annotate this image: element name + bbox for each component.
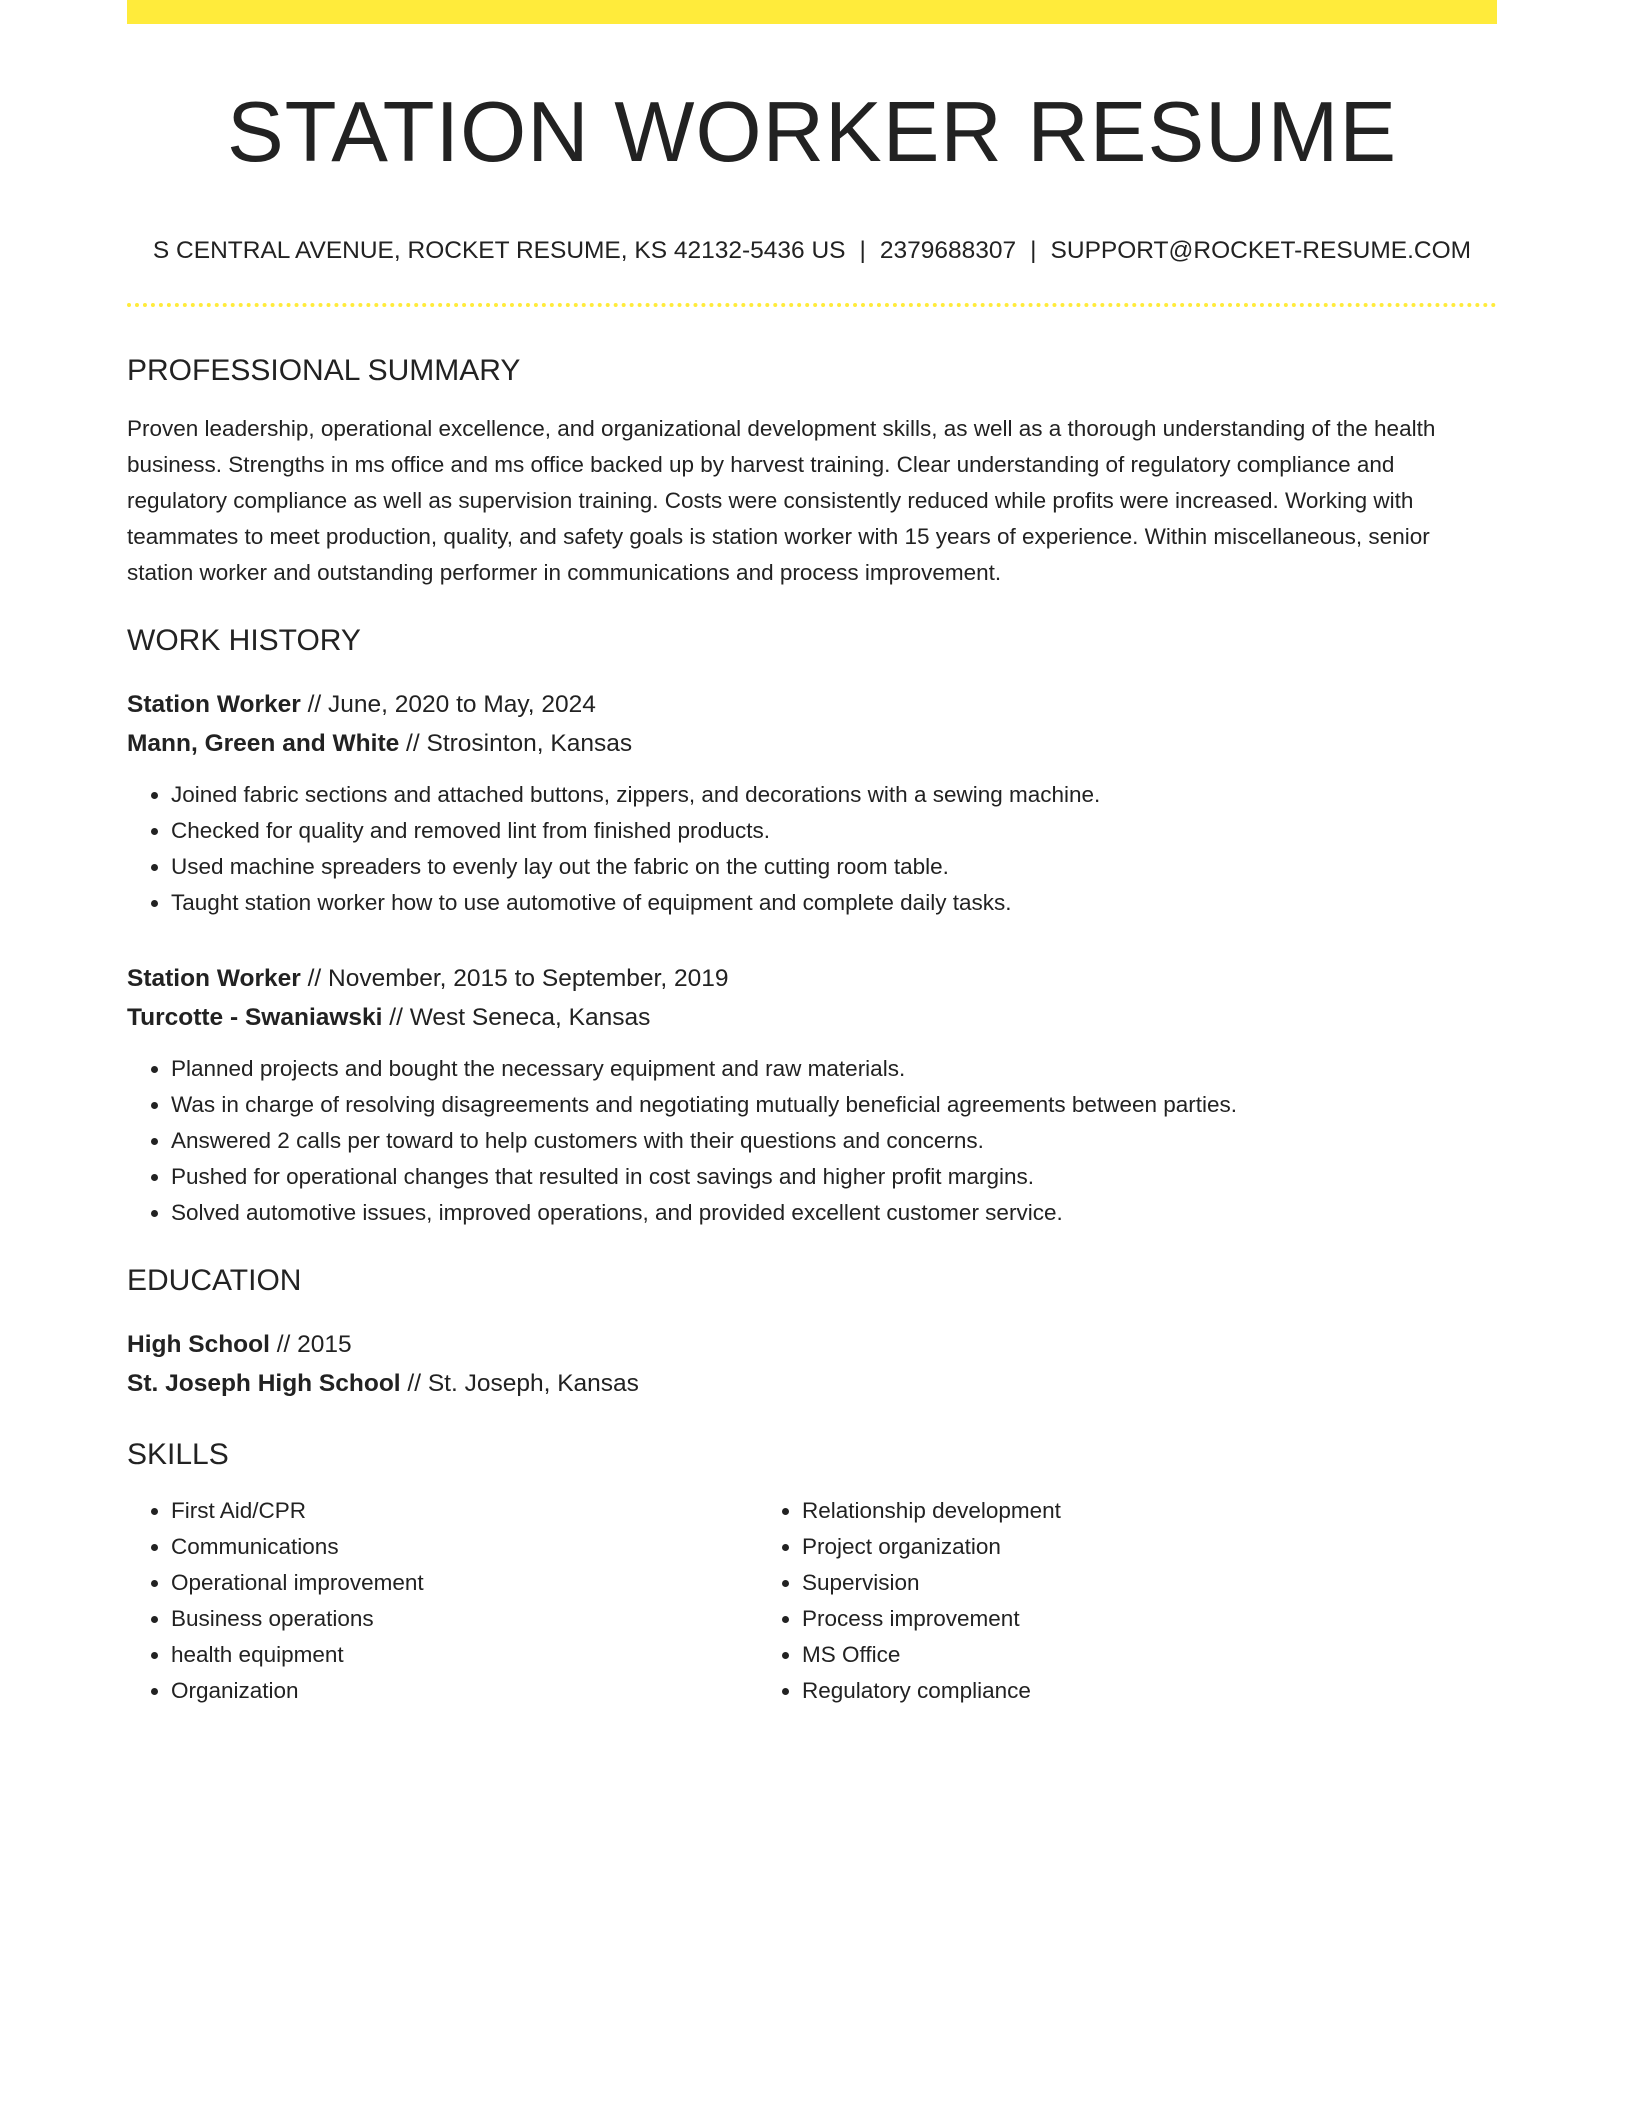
- address: S CENTRAL AVENUE, ROCKET RESUME, KS 42132-5436 US: [152, 237, 846, 264]
- job-role-line: [127, 959, 1497, 998]
- skills-left-list: [127, 1493, 758, 1709]
- job-bullets: [127, 777, 1497, 921]
- resume-title: STATION WORKER RESUME: [226, 85, 1398, 180]
- job-company: Mann, Green and White: [127, 730, 400, 758]
- education-degree-line: [127, 1325, 1497, 1364]
- contact-line: [127, 236, 1497, 265]
- job-location: // Strosinton, Kansas: [399, 730, 633, 758]
- job-role: Station Worker: [127, 691, 301, 719]
- job-bullet: • Solved automotive issues, improved operations, and provided excellent customer service.: [171, 1195, 1497, 1231]
- education-year: // 2015: [269, 1331, 352, 1359]
- job-bullet: • Taught station worker how to use automotive of equipment and complete daily tasks.: [171, 885, 1497, 921]
- skill-item: • Relationship development: [802, 1493, 1433, 1529]
- job-company: Turcotte - Swaniawski: [127, 1004, 383, 1032]
- top-accent-bar: [127, 0, 1497, 24]
- skill-item: • Organization: [171, 1673, 758, 1709]
- job-company-line: [127, 998, 1497, 1037]
- job-bullet: • Pushed for operational changes that resulted in cost savings and higher profit margins.: [171, 1159, 1497, 1195]
- contact-separator: |: [1030, 237, 1037, 264]
- job-bullet: • Planned projects and bought the necessary equipment and raw materials.: [171, 1051, 1497, 1087]
- job-location: // West Seneca, Kansas: [382, 1004, 651, 1032]
- skill-item: • Project organization: [802, 1529, 1433, 1565]
- job-role-line: [127, 685, 1497, 724]
- summary-text: Proven leadership, operational excellence, and organizational development skills, as well as a thorough understanding of the health business. Strengths in ms office and ms office backed up by harvest training. Clear understanding of regulatory compliance and regulatory compliance as well as supervision training. Costs were consistently reduced while profits were increased. Working with teammates to meet production, quality, and safety goals is station worker with 15 years of experience. Within miscellaneous, senior station worker and outstanding performer in communications and process improvement.: [127, 416, 1436, 586]
- job-bullet: • Joined fabric sections and attached buttons, zippers, and decorations with a sewing machine.: [171, 777, 1497, 813]
- job-bullet: • Answered 2 calls per toward to help customers with their questions and concerns.: [171, 1123, 1497, 1159]
- job-bullet: • Was in charge of resolving disagreements and negotiating mutually beneficial agreements between parties.: [171, 1087, 1497, 1123]
- summary-heading: PROFESSIONAL SUMMARY: [127, 354, 521, 388]
- education-heading: EDUCATION: [127, 1264, 302, 1298]
- education-entry: [127, 1325, 1497, 1403]
- job-dates: // June, 2020 to May, 2024: [300, 691, 596, 719]
- job-dates: // November, 2015 to September, 2019: [300, 965, 729, 993]
- job-company-line: [127, 724, 1497, 763]
- skills-columns: [127, 1493, 1497, 1709]
- email[interactable]: SUPPORT@ROCKET-RESUME.COM: [1050, 237, 1472, 264]
- job-role: Station Worker: [127, 965, 301, 993]
- phone: 2379688307: [879, 237, 1017, 264]
- education-school-line: [127, 1364, 1497, 1403]
- resume-page: [127, 0, 1497, 1709]
- work-history-heading: WORK HISTORY: [127, 624, 361, 658]
- skills-right-list: [758, 1493, 1433, 1709]
- skill-item: • Process improvement: [802, 1601, 1433, 1637]
- skill-item: • Business operations: [171, 1601, 758, 1637]
- skill-item: • health equipment: [171, 1637, 758, 1673]
- skill-item: • Supervision: [802, 1565, 1433, 1601]
- job-entry: [127, 685, 1497, 921]
- job-entry: [127, 959, 1497, 1231]
- skill-item: • Regulatory compliance: [802, 1673, 1433, 1709]
- skill-item: • Operational improvement: [171, 1565, 758, 1601]
- skill-item: • First Aid/CPR: [171, 1493, 758, 1529]
- job-bullets: [127, 1051, 1497, 1231]
- job-bullet: • Used machine spreaders to evenly lay out the fabric on the cutting room table.: [171, 849, 1497, 885]
- contact-separator: |: [859, 237, 866, 264]
- skills-heading: SKILLS: [127, 1438, 229, 1472]
- job-bullet: • Checked for quality and removed lint from finished products.: [171, 813, 1497, 849]
- education-school: St. Joseph High School: [127, 1370, 401, 1398]
- skill-item: • MS Office: [802, 1637, 1433, 1673]
- dotted-divider: [127, 303, 1497, 307]
- skill-item: • Communications: [171, 1529, 758, 1565]
- education-location: // St. Joseph, Kansas: [400, 1370, 639, 1398]
- education-degree: High School: [127, 1331, 270, 1359]
